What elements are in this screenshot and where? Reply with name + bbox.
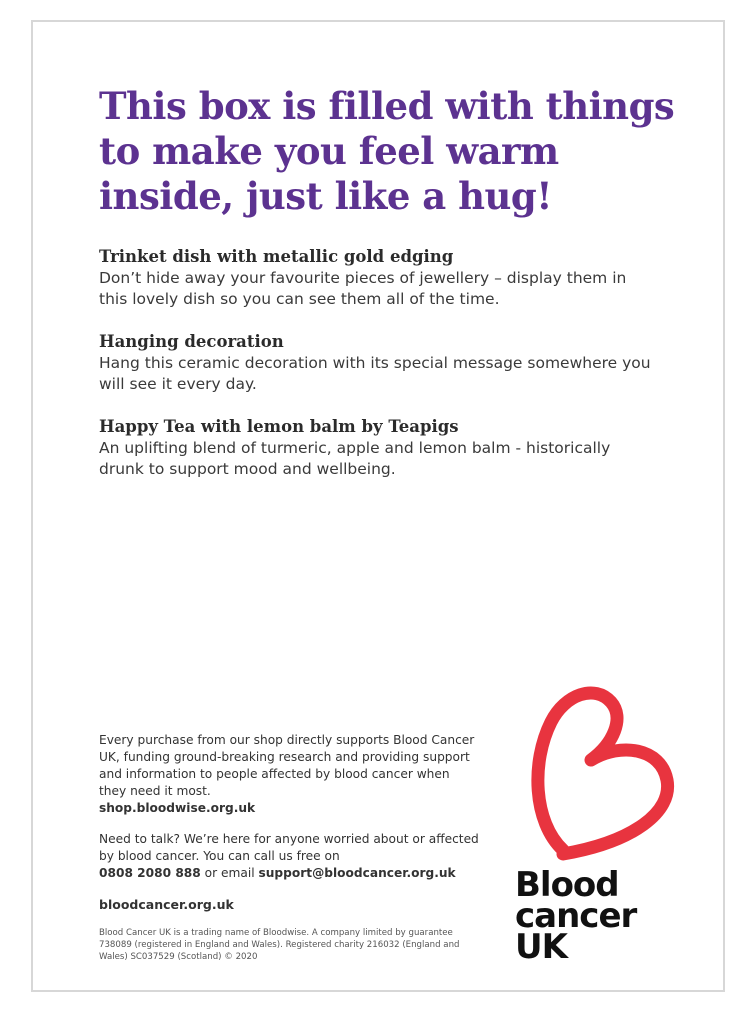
leaflet-page xyxy=(31,20,725,992)
support-text: Every purchase from our shop directly supports Blood Cancer UK, funding ground-breaking research and providing support and information to people affected by blood cancer when they need it most. xyxy=(99,733,475,798)
product-description: An uplifting blend of turmeric, apple and lemon balm - historically drunk to support mood and wellbeing. xyxy=(99,439,611,478)
support-email-link[interactable]: support@bloodcancer.org.uk xyxy=(258,866,456,880)
product-item-happy-tea xyxy=(99,416,659,480)
footer xyxy=(99,732,479,963)
product-item-hanging-decoration xyxy=(99,331,659,395)
logo-line-uk: UK xyxy=(515,927,567,967)
product-description: Hang this ceramic decoration with its special message somewhere you will see it every day. xyxy=(99,354,651,393)
product-title: Happy Tea with lemon balm by Teapigs xyxy=(99,417,459,436)
heart-icon xyxy=(503,672,703,872)
or-email-text: or email xyxy=(200,866,259,880)
product-list xyxy=(99,246,659,501)
product-title: Trinket dish with metallic gold edging xyxy=(99,247,454,266)
product-title: Hanging decoration xyxy=(99,332,284,351)
legal-text: Blood Cancer UK is a trading name of Bloodwise. A company limited by guarantee 738089 (registered in England and Wales). Registered charity 216032 (England and Wales) SC037529 (Scotland) © 2020 xyxy=(99,928,460,962)
logo-wordmark xyxy=(515,865,637,967)
contact-paragraph xyxy=(99,831,479,882)
talk-text: Need to talk? We’re here for anyone worried about or affected by blood cancer. You can call us free on xyxy=(99,832,479,863)
support-paragraph xyxy=(99,732,479,817)
phone-number[interactable]: 0808 2080 888 xyxy=(99,866,201,880)
headline: This box is filled with things to make you feel warm inside, just like a hug! xyxy=(99,84,675,218)
logo-line-cancer: cancer xyxy=(515,896,637,936)
product-item-trinket-dish xyxy=(99,246,659,310)
product-description: Don’t hide away your favourite pieces of jewellery – display them in this lovely dish so you can see them all of the time. xyxy=(99,269,627,308)
logo-line-blood: Blood xyxy=(515,865,619,905)
blood-cancer-uk-logo xyxy=(503,672,703,972)
shop-link[interactable]: shop.bloodwise.org.uk xyxy=(99,801,256,815)
website-link[interactable]: bloodcancer.org.uk xyxy=(99,897,234,912)
